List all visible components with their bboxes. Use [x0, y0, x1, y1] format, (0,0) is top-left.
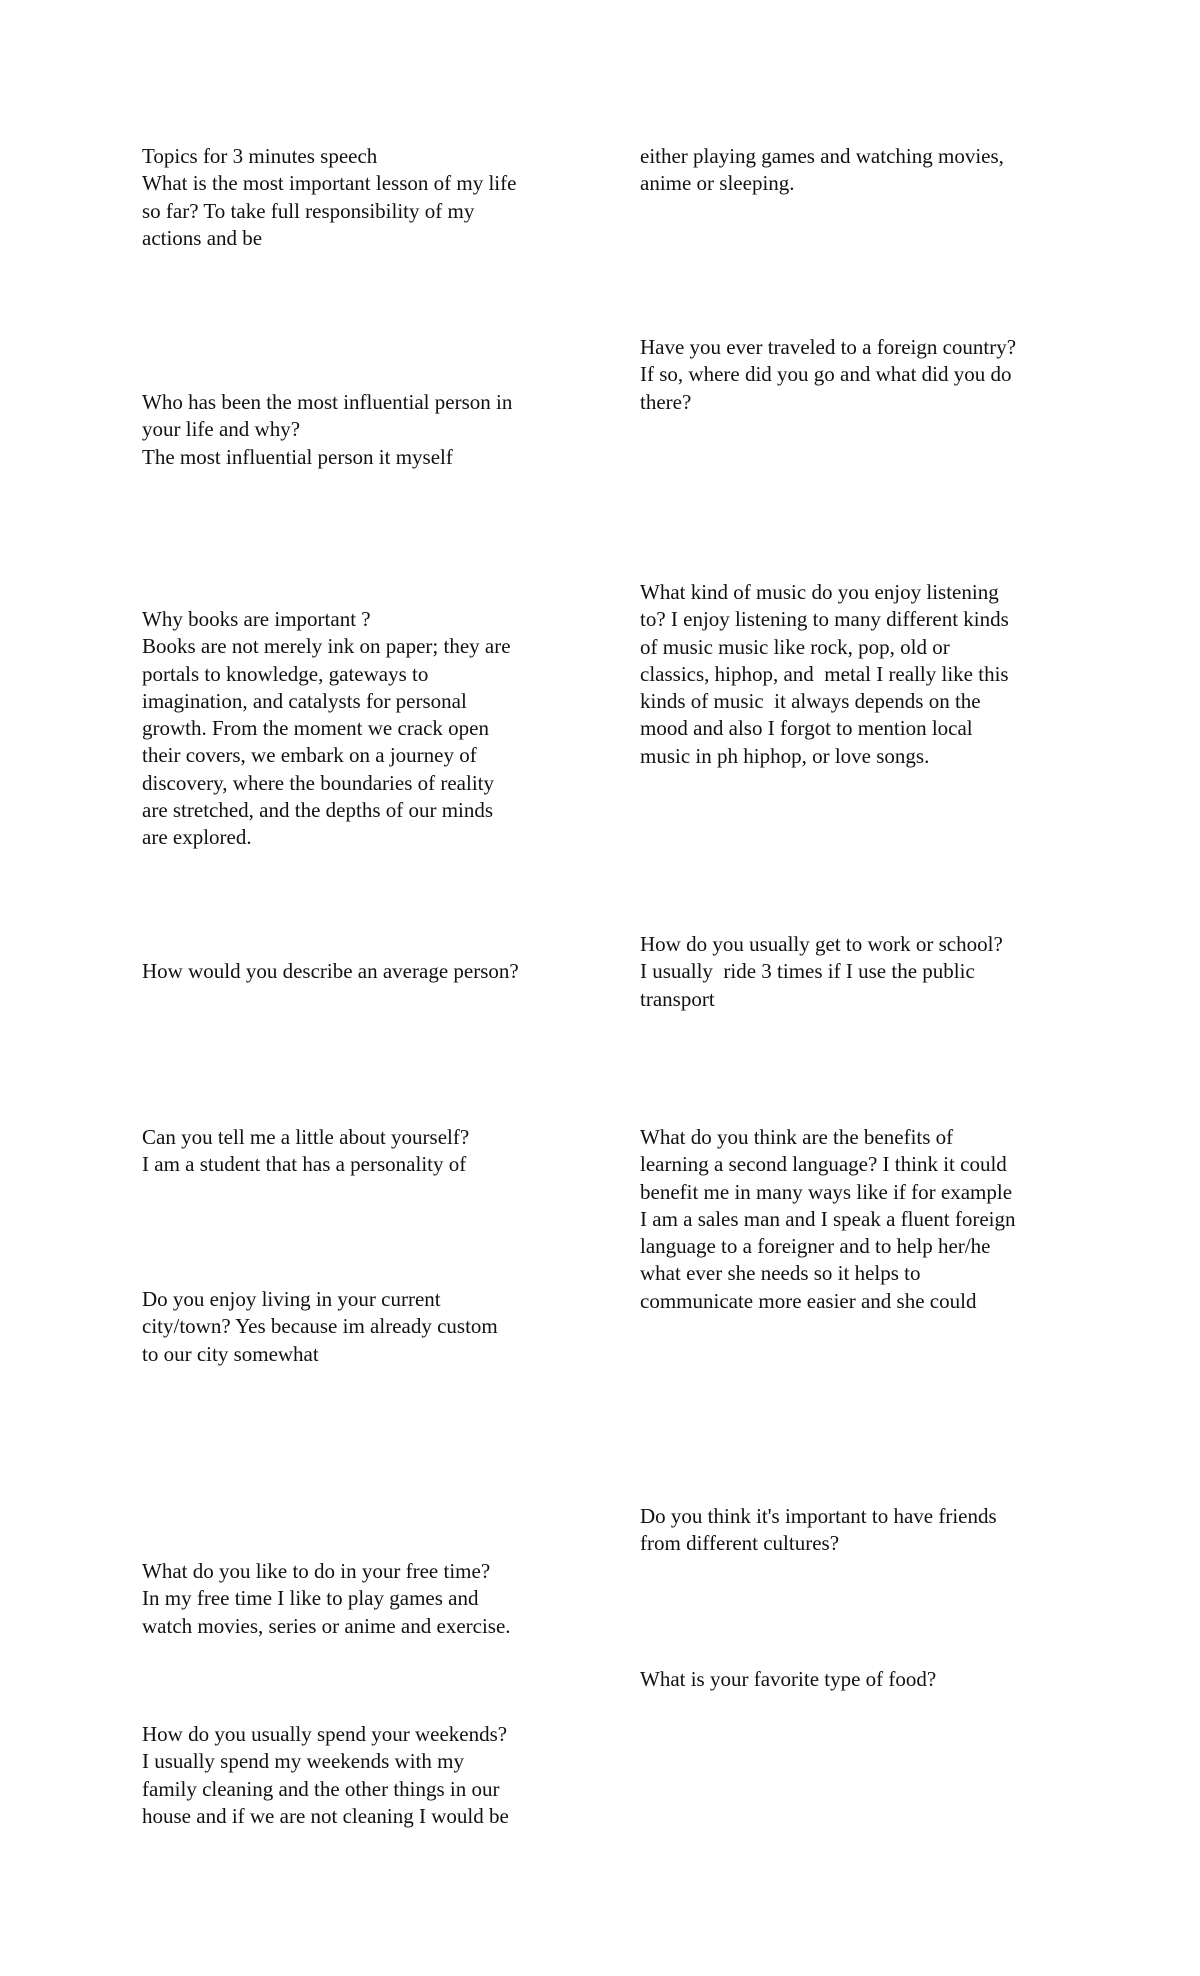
text-line: watch movies, series or anime and exercise.: [142, 1613, 511, 1638]
text-line: Have you ever traveled to a foreign country?: [640, 335, 1017, 359]
text-line: Topics for 3 minutes speech: [142, 144, 378, 168]
text-line: house and if we are not cleaning I would be: [142, 1803, 509, 1828]
text-line: What do you like to do in your free time?: [142, 1559, 491, 1583]
topic-block-free-time: [142, 1558, 511, 1640]
text-line: mood and also I forgot to mention local: [640, 716, 973, 741]
text-line: Do you enjoy living in your current: [142, 1287, 441, 1311]
text-line: family cleaning and the other things in our: [142, 1776, 500, 1801]
topic-block-music: [640, 579, 1009, 770]
text-line: either playing games and watching movies,: [640, 144, 1004, 168]
text-line: to? I enjoy listening to many different kinds: [640, 607, 1009, 632]
text-line: The most influential person it myself: [142, 444, 453, 469]
text-line: Why books are important ?: [142, 607, 371, 631]
text-line: imagination, and catalysts for personal: [142, 688, 467, 713]
text-line: What is the most important lesson of my life: [142, 171, 517, 196]
topic-block-average-person: [142, 958, 519, 985]
topic-block-influential: [142, 389, 512, 471]
text-line: I usually ride 3 times if I use the public: [640, 959, 975, 984]
text-line: What is your favorite type of food?: [640, 1667, 937, 1691]
topic-block-city: [142, 1286, 498, 1368]
topic-block-weekends-continued: [640, 143, 1004, 198]
text-line: How do you usually spend your weekends?: [142, 1722, 508, 1746]
text-line: music in ph hiphop, or love songs.: [640, 743, 930, 768]
text-line: Who has been the most influential person in: [142, 390, 513, 414]
topic-block-food: [640, 1666, 936, 1693]
text-line: How do you usually get to work or school?: [640, 932, 1003, 956]
text-line: If so, where did you go and what did you do: [640, 362, 1012, 387]
topic-block-second-language: [640, 1124, 1016, 1315]
text-line: their covers, we embark on a journey of: [142, 743, 477, 768]
topic-block-friends-cultures: [640, 1503, 997, 1558]
text-line: are stretched, and the depths of our minds: [142, 798, 494, 823]
text-line: I am a student that has a personality of: [142, 1152, 467, 1177]
text-line: so far? To take full responsibility of my: [142, 198, 475, 223]
text-line: your life and why?: [142, 417, 301, 442]
text-line: communicate more easier and she could: [640, 1288, 977, 1313]
text-line: kinds of music it always depends on the: [640, 689, 981, 714]
text-line: portals to knowledge, gateways to: [142, 661, 429, 686]
text-line: from different cultures?: [640, 1531, 840, 1556]
text-line: of music music like rock, pop, old or: [640, 634, 950, 659]
text-line: What kind of music do you enjoy listening: [640, 580, 999, 604]
text-line: learning a second language? I think it could: [640, 1152, 1007, 1177]
text-line: discovery, where the boundaries of reality: [142, 770, 495, 795]
text-line: what ever she needs so it helps to: [640, 1261, 921, 1286]
text-line: growth. From the moment we crack open: [142, 716, 489, 741]
text-line: actions and be: [142, 225, 263, 250]
text-line: I am a sales man and I speak a fluent foreign: [640, 1206, 1016, 1231]
text-line: benefit me in many ways like if for example: [640, 1179, 1013, 1204]
text-line: transport: [640, 986, 715, 1011]
text-line: there?: [640, 389, 692, 414]
topic-block-books: [142, 606, 511, 852]
text-line: In my free time I like to play games and: [142, 1586, 479, 1611]
topic-block-yourself: [142, 1124, 469, 1179]
topic-block-weekends: [142, 1721, 509, 1830]
topic-block-lesson: [142, 143, 516, 252]
text-line: city/town? Yes because im already custom: [142, 1314, 498, 1339]
text-line: I usually spend my weekends with my: [142, 1749, 464, 1774]
text-line: What do you think are the benefits of: [640, 1125, 954, 1149]
text-line: to our city somewhat: [142, 1341, 319, 1366]
text-line: Do you think it's important to have friends: [640, 1504, 997, 1528]
topic-block-travel: [640, 334, 1016, 416]
topic-block-commute: [640, 931, 1003, 1013]
text-line: classics, hiphop, and metal I really like this: [640, 661, 1009, 686]
text-line: How would you describe an average person?: [142, 959, 519, 983]
text-line: language to a foreigner and to help her/he: [640, 1234, 991, 1259]
text-line: Can you tell me a little about yourself?: [142, 1125, 470, 1149]
text-line: are explored.: [142, 825, 252, 850]
text-line: anime or sleeping.: [640, 171, 795, 196]
text-line: Books are not merely ink on paper; they are: [142, 634, 511, 659]
